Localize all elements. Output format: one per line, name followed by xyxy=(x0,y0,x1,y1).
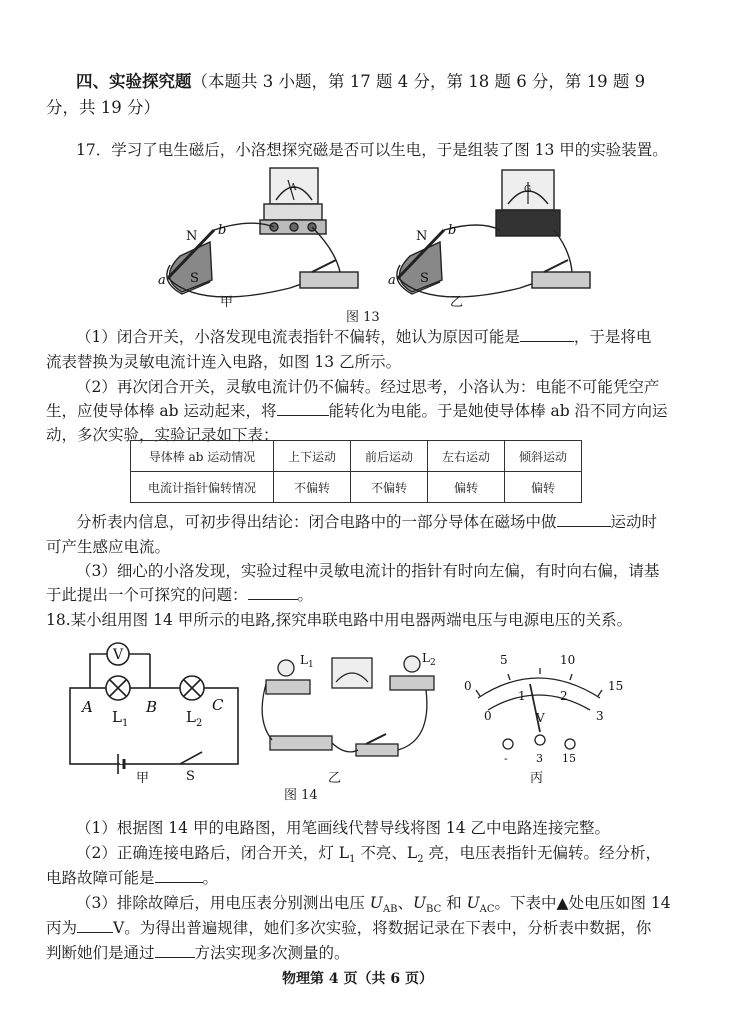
q18-sub-bc: BC xyxy=(426,904,442,916)
section-heading-rest: （本题共 3 小题，第 17 题 4 分，第 18 题 6 分，第 19 题 9 xyxy=(191,72,646,91)
table-cell: 偏转 xyxy=(428,472,505,503)
q18-p3-text-b1: 丙为 xyxy=(46,919,78,937)
q17-blank-1[interactable] xyxy=(520,327,574,342)
fig14-scale-lower-3: 3 xyxy=(596,709,604,723)
q18-p3-text-b2: V。为得出普遍规律，她们多次实验，将数据记录在下表中，分析表中数据，你 xyxy=(113,919,652,937)
fig14-terminal-15: 15 xyxy=(562,752,576,765)
fig13-right-n: N xyxy=(416,229,428,244)
q18-u-ab: U xyxy=(369,894,383,912)
q18-p2-sub1: 1 xyxy=(349,854,356,866)
table-cell: 偏转 xyxy=(505,472,582,503)
fig13-left-s: S xyxy=(190,271,199,286)
fig14-label-bing: 丙 xyxy=(530,771,544,786)
fig14-scale-lower-1: 1 xyxy=(518,689,526,703)
fig13-left-b: b xyxy=(218,223,227,238)
fig13-caption: 图 13 xyxy=(346,310,380,325)
fig14-scale-lower-2: 2 xyxy=(560,689,568,703)
fig14-scale-upper-0: 0 xyxy=(464,679,472,693)
fig14-meter-v: V xyxy=(536,711,545,725)
q17-p3-text-b2: 。 xyxy=(297,586,314,604)
q17-blank-2[interactable] xyxy=(277,401,329,416)
q18-p3-text-c1: 判断她们是通过 xyxy=(46,944,155,962)
fig14-scale-upper-5: 5 xyxy=(500,653,508,667)
fig13-left-n: N xyxy=(186,229,198,244)
fig13-right-s: S xyxy=(420,271,429,286)
q18-sep: 、 xyxy=(397,894,413,912)
q17-p3-line2 xyxy=(46,585,313,605)
table-cell: 左右运动 xyxy=(428,441,505,472)
table-cell: 不偏转 xyxy=(274,472,351,503)
q17-analysis-text-b: 运动时 xyxy=(610,513,658,531)
fig13-right-b: b xyxy=(448,223,457,238)
q18-p3-line3 xyxy=(46,943,350,963)
fig14-scale-lower-0: 0 xyxy=(484,709,492,723)
fig14-point-b: B xyxy=(146,698,158,716)
q17-analysis-line2: 可产生感应电流。 xyxy=(46,538,171,556)
fig14-label-jia: 甲 xyxy=(136,771,150,786)
q18-p3-text-c2: 方法实现多次测量的。 xyxy=(194,944,350,962)
fig14-yi-l1: $L_1$ xyxy=(300,653,314,670)
q17-blank-4[interactable] xyxy=(248,585,298,600)
q18-blank-1[interactable] xyxy=(155,868,203,883)
table-cell: 不偏转 xyxy=(351,472,428,503)
q17-p2-line3: 动，多次实验，实验记录如下表： xyxy=(46,426,279,444)
fig14-l1: $L_1$ xyxy=(112,708,129,729)
fig14-voltmeter-symbol: V xyxy=(113,647,124,663)
q18-intro: 18.某小组用图 14 甲所示的电路,探究串联电路中用电器两端电压与电源电压的关系。 xyxy=(46,611,633,629)
q18-u-ac: U xyxy=(466,894,480,912)
q18-p3-line1 xyxy=(76,893,671,920)
fig14-caption: 图 14 xyxy=(284,788,318,803)
q18-p3-text-1: （3）排除故障后，用电压表分别测出电压 xyxy=(76,894,370,912)
q17-p3-text-b1: 于此提出一个可探究的问题： xyxy=(46,586,248,604)
q18-blank-3[interactable] xyxy=(155,943,195,958)
q17-p1-line2: 流表替换为灵敏电流计连入电路，如图 13 乙所示。 xyxy=(46,353,402,371)
q18-p2-line1 xyxy=(76,843,661,870)
q18-blank-2[interactable] xyxy=(77,918,113,933)
fig14-terminal-neg: - xyxy=(504,752,508,765)
fig14-scale-upper-15: 15 xyxy=(608,679,624,693)
q17-p2-line1: （2）再次闭合开关，灵敏电流计仍不偏转。经过思考，小洛认为：电能不可能凭空产 xyxy=(76,378,660,396)
q18-p3-line2 xyxy=(46,918,651,938)
fig14-voltmeter-dial xyxy=(476,668,602,749)
table-cell: 上下运动 xyxy=(274,441,351,472)
q17-p1-text-b: ，于是将电 xyxy=(573,328,652,346)
fig14-scale-upper-10: 10 xyxy=(560,653,576,667)
q18-p1: （1）根据图 14 甲的电路图，用笔画线代替导线将图 14 乙中电路连接完整。 xyxy=(76,819,611,837)
table-cell: 导体棒 ab 运动情况 xyxy=(131,441,274,472)
fig13-ammeter-letter: A xyxy=(290,183,297,193)
table-row xyxy=(131,472,582,503)
q18-p2-text-b1: 电路故障可能是 xyxy=(46,869,155,887)
table-cell: 电流计指针偏转情况 xyxy=(131,472,274,503)
fig14-real-circuit xyxy=(262,656,434,756)
q18-p2-text-b2: 。 xyxy=(202,869,219,887)
q18-and: 和 xyxy=(441,894,467,912)
q17-analysis-text-a: 分析表内信息，可初步得出结论：闭合电路中的一部分导体在磁场中做 xyxy=(76,513,557,531)
fig13-galvanometer-letter: G xyxy=(524,185,532,195)
section-heading: 四、实验探究题 xyxy=(76,72,192,91)
fig14-label-yi: 乙 xyxy=(328,771,342,786)
q17-p1-text-a: （1）闭合开关，小洛发现电流表指针不偏转，她认为原因可能是 xyxy=(76,328,520,346)
fig13-label-jia: 甲 xyxy=(220,295,234,310)
page-footer: 物理第 4 页（共 6 页） xyxy=(282,971,433,987)
fig13-left-a: a xyxy=(158,273,166,288)
table-row xyxy=(131,441,582,472)
q17-blank-3[interactable] xyxy=(557,512,611,527)
q18-p2-text-1: （2）正确连接电路后，闭合开关，灯 L xyxy=(76,844,350,862)
q18-p2-text-3: 亮，电压表指针无偏转。经分析， xyxy=(423,844,662,862)
q17-p2-line2 xyxy=(46,401,668,421)
fig14-point-c: C xyxy=(212,696,224,714)
q18-p3-text-2: 。下表中▲处电压如图 14 xyxy=(494,894,671,912)
fig14-terminal-3: 3 xyxy=(536,752,543,765)
fig13-right-a: a xyxy=(388,273,396,288)
figure-13 xyxy=(140,160,600,330)
fig14-l2: $L_2$ xyxy=(186,708,203,729)
q18-p2-sub2: 2 xyxy=(417,854,424,866)
section-heading-line2: 分，共 19 分） xyxy=(46,98,160,117)
q17-p2-text-b2: 能转化为电能。于是她使导体棒 ab 沿不同方向运 xyxy=(328,402,668,420)
q17-analysis-line1 xyxy=(76,512,657,532)
section-heading-line xyxy=(76,72,645,92)
q18-u-bc: U xyxy=(412,894,427,912)
q17-p1-line1 xyxy=(76,327,651,347)
q18-p2-text-2: 不亮、L xyxy=(355,844,418,862)
q18-sub-ab: AB xyxy=(382,904,398,916)
table-cell: 倾斜运动 xyxy=(505,441,582,472)
q17-p3-line1: （3）细心的小洛发现，实验过程中灵敏电流计的指针有时向左偏，有时向右偏，请基 xyxy=(76,562,660,580)
q17-p2-text-b1: 生，应使导体棒 ab 运动起来，将 xyxy=(46,402,277,420)
fig13-label-yi: 乙 xyxy=(450,295,464,310)
q17-intro: 17．学习了电生磁后，小洛想探究磁是否可以生电，于是组装了图 13 甲的实验装置。 xyxy=(76,141,668,159)
fig14-point-a: A xyxy=(82,698,93,716)
q17-table xyxy=(130,440,582,503)
figure-14 xyxy=(60,640,650,805)
fig14-yi-l2: $L_2$ xyxy=(422,651,436,668)
q18-sub-ac: AC xyxy=(479,904,495,916)
table-cell: 前后运动 xyxy=(351,441,428,472)
fig14-switch-s: S xyxy=(186,769,195,784)
q18-p2-line2 xyxy=(46,868,218,888)
